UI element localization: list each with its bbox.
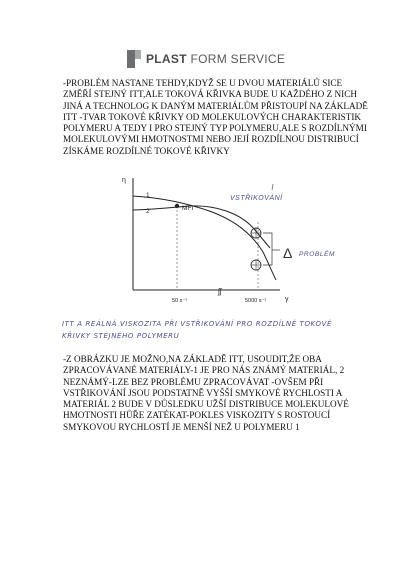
axis-break-mark: ʃʃ bbox=[218, 287, 222, 296]
x-axis-label: γ bbox=[285, 296, 289, 303]
y-axis-label: η bbox=[122, 177, 126, 184]
tick-label-5000: 5000 s⁻¹ bbox=[245, 298, 267, 304]
problem-note: PROBLÉM bbox=[299, 251, 335, 258]
logo-text-bold: PLAST bbox=[146, 52, 187, 66]
problem-bracket bbox=[263, 233, 272, 265]
paragraph-top: -PROBLÉM NASTANE TEHDY,KDYŽ SE U DVOU MATERIÁLŮ SICE ZMĚŘÍ STEJNÝ ITT,ALE TOKOVÁ KŘIVKA BUDE U KAŽDÉHO Z NICH JINÁ A TECHNOLOG K DANÝM MATERIÁLŮM PŘISTOUPÍ NA ZÁKLADĚ ITT -TVAR TOKOVÉ KŘIVKY OD MOLEKULOVÝCH CHARAKTERISTIK POLYMERU A TEDY I PRO STEJNÝ TYP POLYMERU,ALE S ROZDÍLNÝMI MOLEKULOVÝMI HMOTNOSTMI NEBO JEJÍ ROZDÍLNOU DISTRIBUCÍ ZÍSKÁME ROZDÍLNÉ TOKOVÉ KŘIVKY bbox=[63, 78, 368, 156]
logo-text-rest: FORM SERVICE bbox=[186, 52, 286, 66]
handwritten-caption: ITT A REÁLNÁ VISKOZITA PŘI VSTŘIKOVÁNÍ PRO ROZDÍLNÉ TOKOVÉ KŘIVKY STEJNÉHO POLYMERU bbox=[62, 320, 333, 340]
paragraph-bottom: -Z OBRÁZKU JE MOŽNO,NA ZÁKLADĚ ITT, USOUDIT,ŽE OBA ZPRACOVÁVANÉ MATERIÁLY-1 JE PRO NÁS ZNÁMÝ MATERIÁL, 2 NEZNÁMÝ-LZE BEZ PROBLÉMU ZPRACOVÁVAT -OVŠEM PŘI VSTŘIKOVÁNÍ JSOU PODSTATNĚ VYŠŠÍ SMYKOVÉ RYCHLOSTI A MATERIÁL 2 BUDE V DŮSLEDKU UŽŠÍ DISTRIBUCE MOLEKULOVÉ HMOTNOSTI HŮŘE ZATÉKAT-POKLES VISKOZITY S ROSTOUCÍ SMYKOVOU RYCHLOSTÍ JE MENŠÍ NEŽ U POLYMERU 1 bbox=[63, 354, 349, 432]
curve-2-label: 2 bbox=[146, 208, 150, 215]
injection-note: VSTŘIKOVÁNÍ bbox=[230, 195, 283, 202]
curve-1-label: 1 bbox=[146, 192, 150, 199]
flow-curve-2 bbox=[133, 206, 270, 248]
tick-label-50: 50 s⁻¹ bbox=[172, 298, 188, 304]
mfi-label: MFI bbox=[182, 205, 194, 212]
delta-symbol: Δ bbox=[283, 245, 293, 261]
